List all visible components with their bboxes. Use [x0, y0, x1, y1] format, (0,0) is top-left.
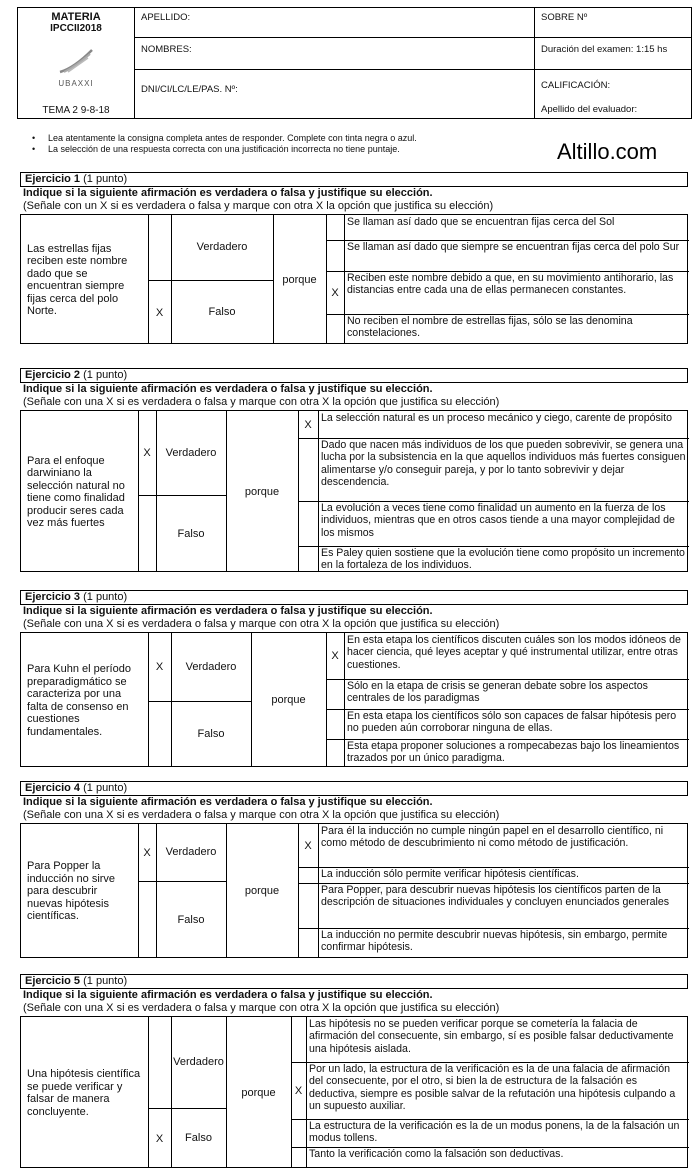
- instruction-item: • La selección de una respuesta correcta con una justificación incorrecta no tiene puntaje.: [48, 144, 417, 155]
- justification-option[interactable]: Reciben este nombre debido a que, en su movimiento antihorario, las distancias entre cada una de ellas permanecen constantes.: [347, 272, 674, 297]
- brand-watermark: Altillo.com: [557, 139, 658, 164]
- exercise-subinstruction: (Señale con una X si es verdadera o falsa y marque con otra X la opción que justifica su elección): [23, 809, 500, 821]
- justification-option[interactable]: En esta etapa los científicos discuten cuáles son los modos idóneos de hacer ciencia, qué leyes aceptar y qué instrumental utilizar, entre otras cuestiones.: [347, 634, 681, 671]
- justification-option[interactable]: Sólo en la etapa de crisis se generan debate sobre los aspectos centrales de los paradigmas: [347, 680, 648, 705]
- statement-text: Una hipótesis científica se puede verificar y falsar de manera concluyente.: [27, 1068, 141, 1118]
- names-label: NOMBRES:: [141, 44, 192, 55]
- justification-option[interactable]: Es Paley quien sostiene que la evolución tiene como propósito un incremento en la fortaleza de los individuos.: [321, 547, 685, 572]
- justification-checkbox[interactable]: X: [331, 286, 339, 299]
- justification-option[interactable]: La estructura de la verificación es la de un modus ponens, la de la falsación un modus tollens.: [309, 1120, 680, 1145]
- grade-field[interactable]: [535, 70, 691, 120]
- justification-checkbox[interactable]: [298, 501, 318, 546]
- justification-checkbox[interactable]: [298, 883, 318, 928]
- justification-checkbox[interactable]: [326, 215, 344, 240]
- justification-option[interactable]: Tanto la verificación como la falsación son deductivas.: [309, 1148, 564, 1160]
- header-subject-block: [18, 8, 135, 118]
- statement-text: Las estrellas fijas reciben este nombre dado que se encuentran siempre fijas cerca del polo Norte.: [27, 242, 128, 317]
- justification-option[interactable]: Dado que nacen más individuos de los que pueden sobrevivir, se genera una lucha por la subsistencia en la que aquellos individuos más fuertes consiguen alimentarse y/o conseguir pareja, y por lo tanto sobrevivir y dejar descendencia.: [321, 439, 686, 488]
- exercise-instruction: Indique si la siguiente afirmación es verdadera o falsa y justifique su elección.: [23, 605, 433, 617]
- envelope-field[interactable]: [535, 8, 691, 38]
- because-label: porque: [244, 485, 280, 498]
- exercise-1: [20, 172, 688, 344]
- justification-checkbox[interactable]: X: [331, 650, 339, 662]
- falso-option[interactable]: Falso: [185, 1132, 212, 1145]
- exercise-title: [20, 368, 688, 383]
- instructions-list: [48, 133, 417, 155]
- verdadero-option[interactable]: Verdadero: [165, 846, 217, 859]
- exercise-subinstruction: (Señale con una X si es verdadera o falsa y marque con otra X la opción que justifica su elección): [23, 1002, 500, 1014]
- justification-checkbox[interactable]: [298, 438, 318, 501]
- exercise-points: (1 punto): [83, 173, 128, 185]
- exercise-5: [20, 974, 688, 1168]
- exercise-points: (1 punto): [83, 975, 128, 987]
- answer-grid: [20, 214, 688, 344]
- falso-checkbox[interactable]: [148, 701, 171, 768]
- falso-option[interactable]: Falso: [177, 527, 205, 540]
- exercise-title: [20, 172, 688, 187]
- exercise-instruction: Indique si la siguiente afirmación es verdadera o falsa y justifique su elección.: [23, 989, 433, 1001]
- justification-checkbox[interactable]: [291, 1147, 306, 1169]
- envelope-label: SOBRE Nº: [541, 12, 588, 23]
- justification-checkbox[interactable]: X: [304, 418, 312, 431]
- exercise-title: [20, 781, 688, 796]
- subject-label: MATERIA: [51, 11, 101, 23]
- falso-checkbox[interactable]: [138, 881, 156, 959]
- evaluator-label: Apellido del evaluador:: [541, 104, 638, 115]
- falso-option[interactable]: Falso: [197, 728, 225, 741]
- statement-text: Para Kuhn el período preparadigmático se caracteriza por una falta de consenso en cuestiones fundamentales.: [27, 663, 131, 738]
- justification-option[interactable]: Se llaman así dado que se encuentran fijas cerca del Sol: [347, 216, 615, 228]
- surname-field[interactable]: [135, 8, 534, 38]
- justification-checkbox[interactable]: [326, 679, 344, 709]
- justification-checkbox[interactable]: [326, 240, 344, 271]
- header-grading-block: [535, 8, 691, 118]
- duration-info: [535, 38, 691, 70]
- justification-option[interactable]: La evolución a veces tiene como finalidad un aumento en la fuerza de los individuos, mientras que en otros casos tiende a una mayor complejidad de los mismos: [321, 502, 675, 539]
- answer-grid: [20, 823, 688, 958]
- exercise-3: [20, 590, 688, 767]
- falso-checkbox[interactable]: X: [155, 306, 164, 319]
- exercise-instruction: Indique si la siguiente afirmación es verdadera o falsa y justifique su elección.: [23, 383, 433, 395]
- justification-option[interactable]: Se llaman así dado que siempre se encuentran fijas cerca del polo Sur: [347, 241, 680, 253]
- exercise-4: [20, 781, 688, 958]
- instruction-item: • Lea atentamente la consigna completa antes de responder. Complete con tinta negra o azul.: [48, 133, 417, 144]
- verdadero-option[interactable]: Verdadero: [165, 446, 217, 459]
- subject-code: IPCCII2018: [50, 23, 102, 34]
- justification-option[interactable]: En esta etapa los científicos sólo son capaces de falsar hipótesis pero no pueden aún corroborar ninguna de ellas.: [347, 710, 677, 735]
- verdadero-checkbox[interactable]: [148, 1017, 171, 1108]
- verdadero-checkbox[interactable]: [148, 215, 171, 280]
- exercise-subinstruction: (Señale con un X si es verdadera o falsa y marque con otra X la opción que justifica su elección): [23, 200, 494, 212]
- justification-checkbox[interactable]: [291, 1017, 306, 1062]
- answer-grid: [20, 1016, 688, 1168]
- ubaxxi-logo-icon: [56, 46, 96, 76]
- justification-option[interactable]: Las hipótesis no se pueden verificar porque se cometería la falacia de afirmación del consecuente, sin embargo, sí es posible falsar deductivamente una hipótesis aislada.: [309, 1018, 674, 1055]
- justification-checkbox[interactable]: X: [304, 839, 312, 852]
- logo-text: UBAXXI: [58, 79, 94, 88]
- justification-option[interactable]: La inducción sólo permite verificar hipótesis científicas.: [321, 868, 579, 880]
- because-label: porque: [244, 885, 280, 898]
- justification-checkbox[interactable]: [298, 928, 318, 959]
- verdadero-option[interactable]: Verdadero: [185, 660, 237, 673]
- statement-text: Para el enfoque darwiniano la selección natural no tiene como finalidad producir seres cada vez más fuertes: [27, 454, 125, 529]
- justification-option[interactable]: La selección natural es un proceso mecánico y ciego, carente de propósito: [321, 412, 672, 424]
- because-label: porque: [241, 1086, 276, 1099]
- justification-checkbox[interactable]: [298, 867, 318, 883]
- verdadero-checkbox[interactable]: X: [143, 846, 151, 859]
- exercise-points: (1 punto): [83, 369, 128, 381]
- justification-option[interactable]: Para él la inducción no cumple ningún papel en el desarrollo científico, ni como método de descubrimiento ni como método de justificación.: [321, 825, 664, 850]
- exercise-instruction: Indique si la siguiente afirmación es verdadera o falsa y justifique su elección.: [23, 796, 433, 808]
- justification-checkbox[interactable]: [326, 314, 344, 345]
- falso-checkbox[interactable]: X: [155, 1132, 164, 1145]
- exercise-2: [20, 368, 688, 572]
- exercise-number: Ejercicio 5: [25, 975, 81, 987]
- because-label: porque: [271, 694, 306, 707]
- exercise-number: Ejercicio 3: [25, 591, 81, 603]
- exercise-subinstruction: (Señale con una X si es verdadera o falsa y marque con otra X la opción que justifica su elección): [23, 618, 500, 630]
- exercise-number: Ejercicio 4: [25, 782, 81, 794]
- exercise-subinstruction: (Señale con una X si es verdadera o falsa y marque con otra X la opción que justifica su elección): [23, 396, 500, 408]
- verdadero-option[interactable]: Verdadero: [173, 1056, 224, 1069]
- because-label: porque: [282, 273, 317, 286]
- justification-checkbox[interactable]: [326, 739, 344, 767]
- justification-checkbox[interactable]: [291, 1119, 306, 1147]
- id-field[interactable]: [135, 70, 534, 120]
- justification-option[interactable]: Para Popper, para descubrir nuevas hipótesis los científicos parten de la descripción de situaciones individuales y concluyen enunciados generales: [321, 884, 670, 909]
- justification-checkbox[interactable]: X: [294, 1084, 303, 1097]
- exercise-instruction: Indique si la siguiente afirmación es verdadera o falsa y justifique su elección.: [23, 187, 433, 199]
- justification-option[interactable]: No reciben el nombre de estrellas fijas, sólo se las denomina constelaciones.: [347, 315, 633, 340]
- exercise-points: (1 punto): [83, 591, 128, 603]
- falso-checkbox[interactable]: [138, 495, 156, 573]
- justification-checkbox[interactable]: [326, 709, 344, 739]
- header-student-block: [135, 8, 535, 118]
- justification-checkbox[interactable]: [298, 546, 318, 573]
- exercise-number: Ejercicio 2: [25, 369, 81, 381]
- answer-grid: [20, 632, 688, 767]
- justification-option[interactable]: Por un lado, la estructura de la verificación es la de una falacia de afirmación del consecuente, por el otro, si bien la de estructura de la falsación es deductiva, siempre es posible salvar de la refutación una hipótesis culpando a un supuesto auxiliar.: [309, 1063, 676, 1112]
- exercise-number: Ejercicio 1: [25, 173, 81, 185]
- statement-text: Para Popper la inducción no sirve para descubrir nuevas hipótesis científicas.: [27, 860, 116, 923]
- falso-option[interactable]: Falso: [177, 913, 205, 926]
- verdadero-option[interactable]: Verdadero: [196, 241, 248, 254]
- verdadero-checkbox[interactable]: X: [143, 447, 151, 459]
- surname-label: APELLIDO:: [141, 12, 191, 23]
- justification-option[interactable]: Esta etapa proponer soluciones a rompecabezas bajo los lineamientos trazados por un único paradigma.: [347, 740, 680, 765]
- exercise-title: [20, 974, 688, 989]
- exam-header: [17, 7, 692, 119]
- justification-option[interactable]: La inducción no permite descubrir nuevas hipótesis, sin embargo, permite confirmar hipótesis.: [321, 929, 668, 954]
- verdadero-checkbox[interactable]: X: [155, 661, 164, 673]
- exam-topic: TEMA 2 9-8-18: [42, 105, 110, 116]
- exercise-title: [20, 590, 688, 605]
- grade-label: CALIFICACIÓN:: [541, 80, 611, 91]
- id-label: DNI/CI/LC/LE/PAS. Nº:: [141, 84, 238, 95]
- duration-label: Duración del examen: 1:15 hs: [541, 44, 668, 55]
- names-field[interactable]: [135, 38, 534, 70]
- exercise-points: (1 punto): [83, 782, 128, 794]
- falso-option[interactable]: Falso: [208, 306, 236, 319]
- answer-grid: [20, 410, 688, 572]
